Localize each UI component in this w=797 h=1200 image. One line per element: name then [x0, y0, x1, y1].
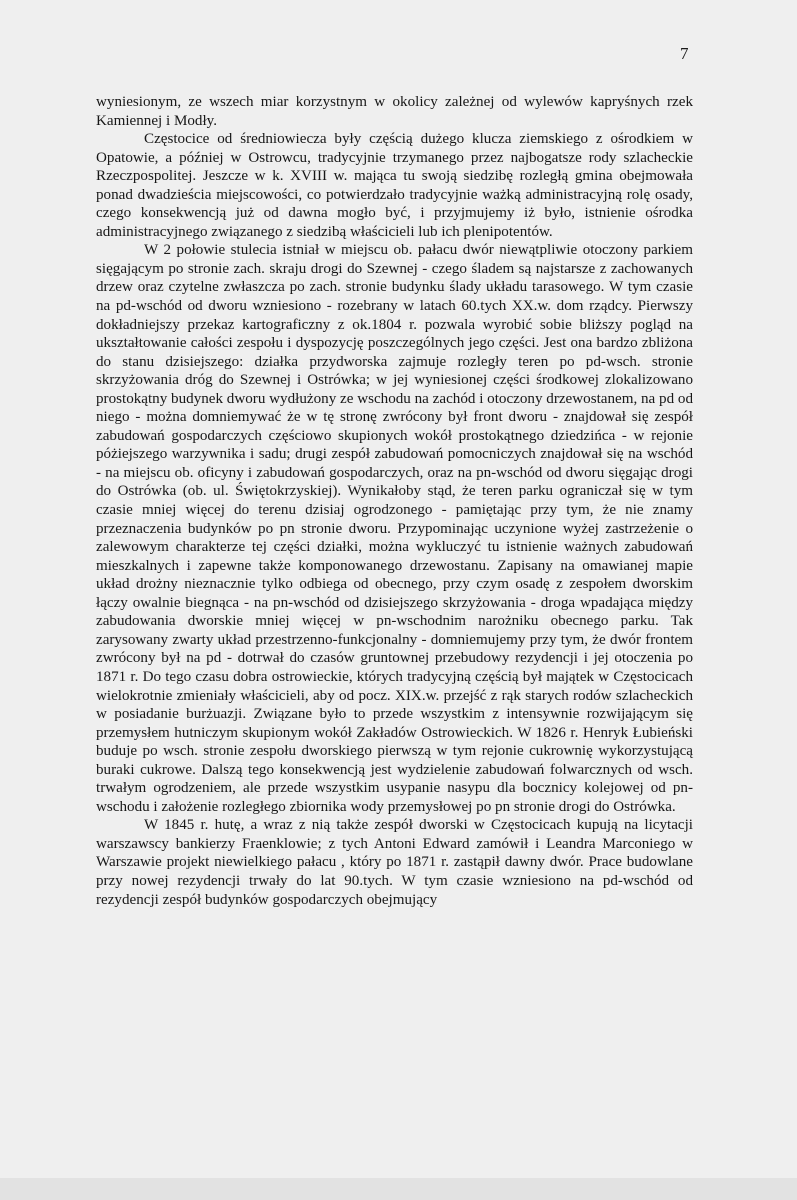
- paragraph-continuation: wyniesionym, ze wszech miar korzystnym w okolicy zależnej od wylewów kapryśnych rzek Kamiennej i Modły.: [96, 94, 693, 129]
- paragraph-manor-layout: W 2 połowie stulecia istniał w miejscu ob. pałacu dwór niewątpliwie otoczony parkiem sięgającym po stronie zach. skraju drogi do Szewnej - czego śladem są najstarsze z zachowanych drzew oraz czytelne zwłaszcza po zach. stronie budynku ślady układu tarasowego. W tym czasie na pd-wschód od dworu wzniesiono - rozebrany w latach 60.tych XX.w. dom rządcy. Pierwszy dokładniejszy przekaz kartograficzny z ok.1804 r. pozwala wyrobić sobie bliższy pogląd na ukształtowanie całości zespołu i dyspozycję poszczególnych jego części. Jest ona bardzo zbliżona do stanu dzisiejszego: działka przydworska zajmuje rozległy teren po pd-wsch. stronie skrzyżowania dróg do Szewnej i Ostrówka; w jej wyniesionej części środkowej zlokalizowano prostokątny budynek dworu wydłużony ze wschodu na zachód i otoczony drzewostanem, na pd od niego - można domniemywać że w tę stronę zwrócony był front dworu - znajdował się zespół zabudowań gospodarczych częściowo skupionych wokół prostokątnego dziedzińca - w rejonie póżiejszego warzywnika i sadu; drugi zespół zabudowań pomocniczych znajdował się na wschód - na miejscu ob. oficyny i zabudowań gospodarczych, oraz na pn-wschód od dworu sięgając drogi do Ostrówka (ob. ul. Świętokrzyskiej). Wynikałoby stąd, że teren parku ograniczał się w tym czasie mniej więcej do terenu dzisiaj ogrodzonego - pamiętając przy tym, że nie znamy przeznaczenia budynków po pn stronie dworu. Przypominając uczynione wyżej zastrzeżenie o zalewowym charakterze tej części działki, można wykluczyć tu istnienie ważnych zabudowań mieszkalnych i zapewne także komponowanego drzewostanu. Zapisany na omawianej mapie układ drożny nieznacznie tylko odbiega od obecnego, przy czym osadę z zespołem dworskim łączy owalnie biegnąca - na pn-wschód od dzisiejszego skrzyżowania - droga wpadająca między zabudowania dworskie mniej więcej w pn-wschodnim narożniku obecnego parku. Tak zarysowany zwarty układ przestrzenno-funkcjonalny - domniemujemy przy tym, że dwór frontem zwrócony był na pd - dotrwał do czasów gruntownej przebudowy rezydencji i jej otoczenia po 1871 r. Do tego czasu dobra ostrowieckie, których tradycyjną częścią był majątek w Częstocicach wielokrotnie zmieniały właścicieli, aby od pocz. XIX.w. przejść z rąk starych rodów szlacheckich w posiadanie burżuazji. Związane było to przede wszystkim z intensywnie rozwijającym się przemysłem hutniczym skupionym wokół Zakładów Ostrowieckich. W 1826 r. Henryk Łubieński buduje po wsch. stronie zespołu dworskiego pierwszą w tym rejonie cukrownię wykorzystującą buraki cukrowe. Dalszą tego konsekwencją jest wydzielenie zabudowań folwarcznych od wsch. trwałym ogrodzeniem, ale przede wszystkim usypanie nasypu dla bocznicy kolejowej od pn-wschodu i założenie rozległego zbiornika wody przemysłowej po pn stronie drogi do Ostrówka.: [96, 242, 693, 815]
- scan-bottom-edge: [0, 1178, 797, 1200]
- paragraph-history: Częstocice od średniowiecza były częścią dużego klucza ziemskiego z ośrodkiem w Opatowie, a później w Ostrowcu, tradycyjnie trzymanego przez najbogatsze rody szlacheckie Rzeczpospolitej. Jeszcze w k. XVIII w. mająca tu swoją siedzibę rozległą gmina obejmowała ponad dwadzieścia miejscowości, co potwierdzało tradycyjnie ważką administracyjną rolę osady, czego konsekwencją już od dawna mogło być, i przyjmujemy iż było, istnienie ośrodka administracyjnego związanego z siedzibą właścicieli lub ich plenipotentów.: [96, 131, 693, 240]
- body-text: [96, 93, 693, 909]
- paragraph-fraenkel: W 1845 r. hutę, a wraz z nią także zespół dworski w Częstocicach kupują na licytacji warszawscy bankierzy Fraenklowie; z tych Antoni Edward zamówił i Leandra Marconiego w Warszawie projekt niewielkiego pałacu , który po 1871 r. zastąpił dawny dwór. Prace budowlane przy nowej rezydencji trwały do lat 90.tych. W tym czasie wzniesiono na pd-wschód od rezydencji zespół budynków gospodarczych obejmujący: [96, 817, 693, 908]
- page-number: 7: [680, 44, 689, 63]
